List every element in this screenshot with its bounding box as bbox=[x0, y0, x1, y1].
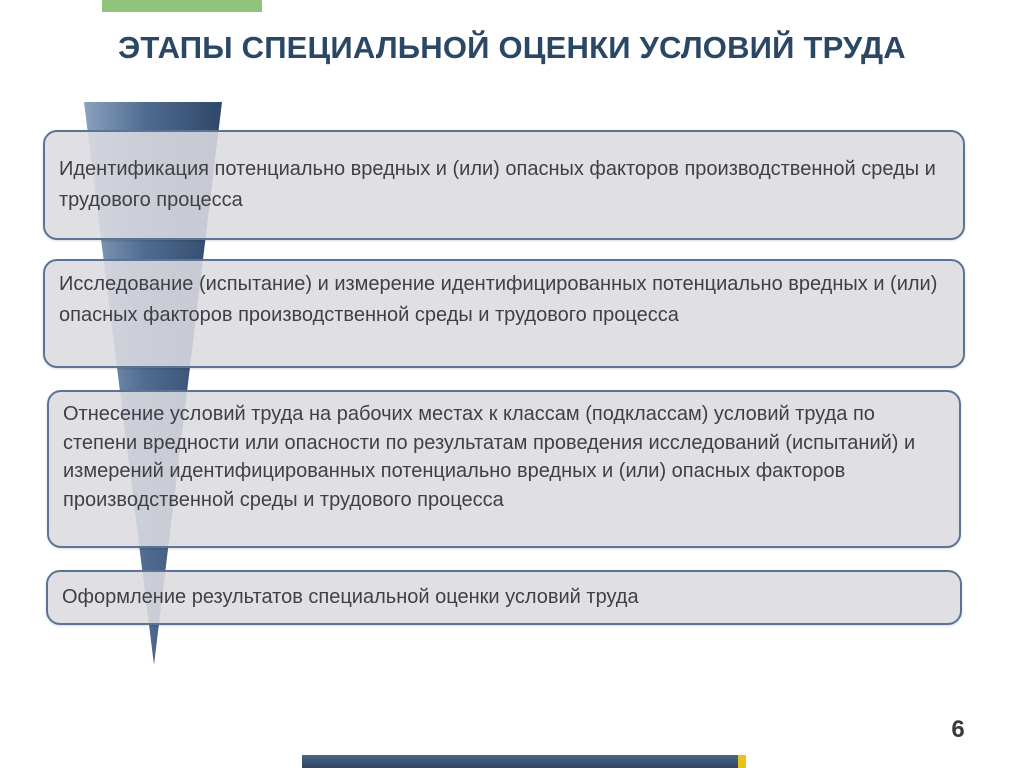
stage-3-classification bbox=[47, 390, 961, 548]
stage-4-documentation bbox=[46, 570, 962, 625]
slide-title: ЭТАПЫ СПЕЦИАЛЬНОЙ ОЦЕНКИ УСЛОВИЙ ТРУДА bbox=[118, 30, 906, 65]
stage-1-identification bbox=[43, 130, 965, 240]
stage-4-text: Оформление результатов специальной оценки условий труда bbox=[62, 586, 639, 608]
stage-2-text: Исследование (испытание) и измерение идентифицированных потенциально вредных и (или) опасных факторов производственной среды и трудового процесса bbox=[59, 273, 938, 326]
bottom-accent-bar bbox=[302, 755, 738, 768]
stage-1-text: Идентификация потенциально вредных и (или) опасных факторов производственной среды и трудового процесса bbox=[59, 158, 936, 211]
page-number: 6 bbox=[951, 716, 965, 743]
stage-3-text: Отнесение условий труда на рабочих местах к классам (подклассам) условий труда по степени вредности или опасности по результатам проведения исследований (испытаний) и измерений идентифицированных потенциально вредных и (или) опасных факторов производственной среды и трудового процесса bbox=[63, 403, 916, 511]
bottom-yellow-accent bbox=[738, 755, 746, 768]
stage-2-measurement bbox=[43, 259, 965, 368]
